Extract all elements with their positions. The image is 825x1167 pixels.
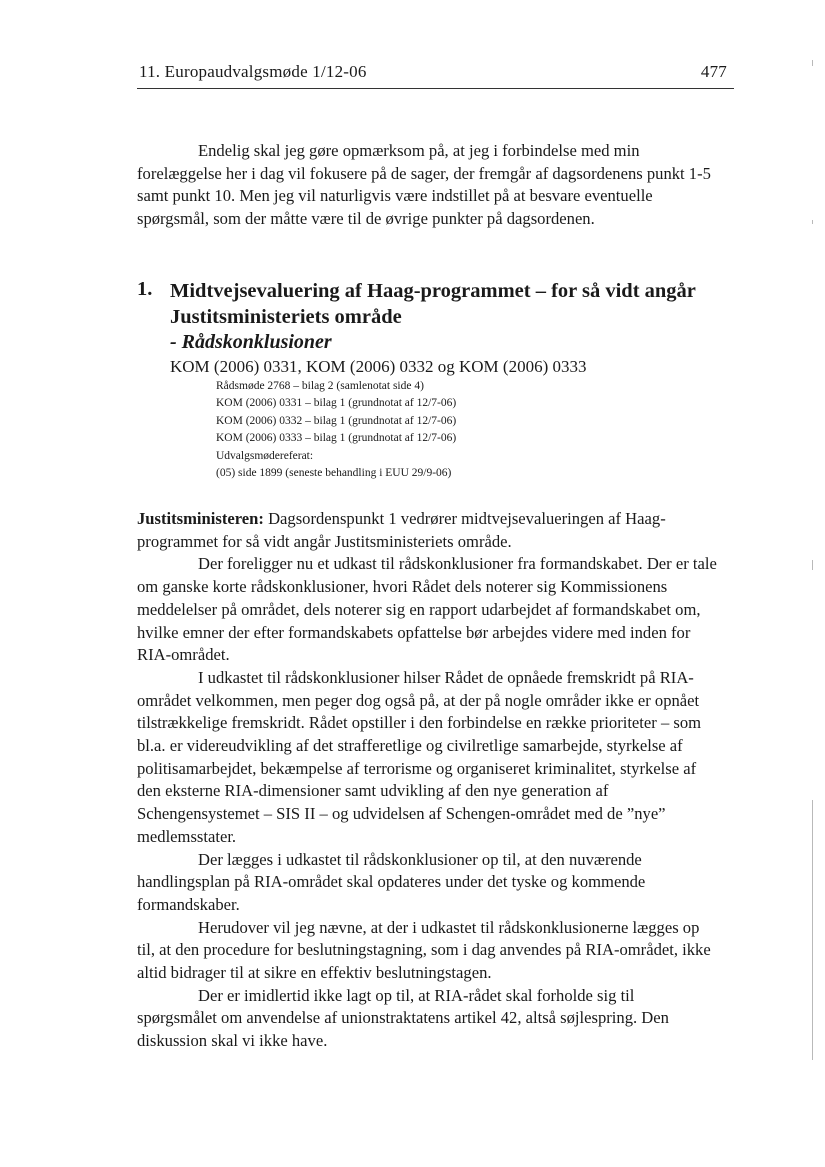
scan-mark [812, 560, 813, 570]
section-reference: KOM (2006) 0331, KOM (2006) 0332 og KOM (2006) 0333 [170, 357, 587, 376]
intro-text [137, 140, 717, 231]
speaker-name: Justitsministeren: [137, 509, 264, 528]
reference-note: Rådsmøde 2768 – bilag 2 (samlenotat side 4) [216, 380, 424, 392]
reference-note: KOM (2006) 0332 – bilag 1 (grundnotat af 12/7-06) [216, 414, 457, 427]
reference-note: Udvalgsmødereferat: [216, 449, 314, 462]
header-title: 11. Europaudvalgsmøde 1/12-06 [139, 62, 367, 81]
section-number: 1. [137, 278, 153, 300]
speech-first-paragraph-text: Dagsordenspunkt 1 vedrører midtvejsevalueringen af Haag-programmet for så vidt angår Justitsministeriets område. [137, 509, 666, 551]
intro-paragraph: Endelig skal jeg gøre opmærksom på, at jeg i forbindelse med min forelæggelse her i dag vil fokusere på de sager, der fremgår af dagsordenens punkt 1-5 samt punkt 10. Men jeg vil naturligvis være indstillet på at besvare eventuelle spørgsmål, som der måtte være til de øvrige punkter på dagsordenen. [137, 141, 711, 229]
scan-mark [812, 800, 813, 1060]
reference-note: KOM (2006) 0331 – bilag 1 (grundnotat af 12/7-06) [216, 397, 457, 410]
section-subtitle: - Rådskonklusioner [170, 331, 332, 353]
page-header [137, 60, 727, 86]
scan-mark [812, 60, 813, 66]
speech-paragraph: Der er imidlertid ikke lagt op til, at RIA-rådet skal forholde sig til spørgsmålet om anvendelse af unionstraktatens artikel 42, altså søjlespring. Den diskussion skal vi ikke have. [137, 985, 669, 1051]
speech-paragraph: Der lægges i udkastet til rådskonklusioner op til, at den nuværende handlingsplan på RIA-området skal opdateres under det tyske og kommende formandskaber. [137, 849, 646, 914]
speech-paragraph: I udkastet til rådskonklusioner hilser Rådet de opnåede fremskridt på RIA-området velkommen, men peger dog også på, at der på nogle områder ikke er opnået tilstrækkelige fremskridt. Rådet opstiller i den forbindelse en række prioriteter – som bl.a. er videreudvikling af det strafferetlige og civilretlige samarbejde, styrkelse af politisamarbejdet, bekæmpelse af terrorisme og organiseret kriminalitet, styrkelse af den eksterne RIA-dimensioner samt udvikling af den nye generation af Schengensystemet – SIS II – og udvidelsen af Schengen-området med de ”nye” medlemsstater. [137, 667, 702, 846]
speech-paragraph: Der foreligger nu et udkast til rådskonklusioner fra formandskabet. Der er tale om ganske korte rådskonklusioner, hvori Rådet dels noterer sig Kommissionens meddelelser på området, dels noterer sig en rapport udarbejdet af formandskabet om, hvilke emner der efter formandskabets opfattelse bør arbejdes videre med inden for RIA-området. [137, 554, 717, 665]
reference-note: (05) side 1899 (seneste behandling i EUU 29/9-06) [216, 467, 452, 480]
speech-first-paragraph [137, 508, 717, 553]
section-title: Midtvejsevaluering af Haag-programmet – for så vidt angår Justitsministeriets område [170, 280, 696, 328]
reference-notes [216, 378, 456, 482]
reference-note: KOM (2006) 0333 – bilag 1 (grundnotat af 12/7-06) [216, 432, 457, 445]
scan-edge-marks [809, 40, 817, 1140]
page-number: 477 [700, 62, 727, 81]
speech-text [137, 508, 717, 1053]
header-divider [137, 88, 734, 89]
scan-mark [812, 220, 813, 224]
speech-paragraph: Herudover vil jeg nævne, at der i udkastet til rådskonklusionerne lægges op til, at den procedure for beslutningstagning, som i dag anvendes på RIA-området, ikke altid bidrager til at sikre en effektiv beslutningstagen. [137, 917, 711, 983]
